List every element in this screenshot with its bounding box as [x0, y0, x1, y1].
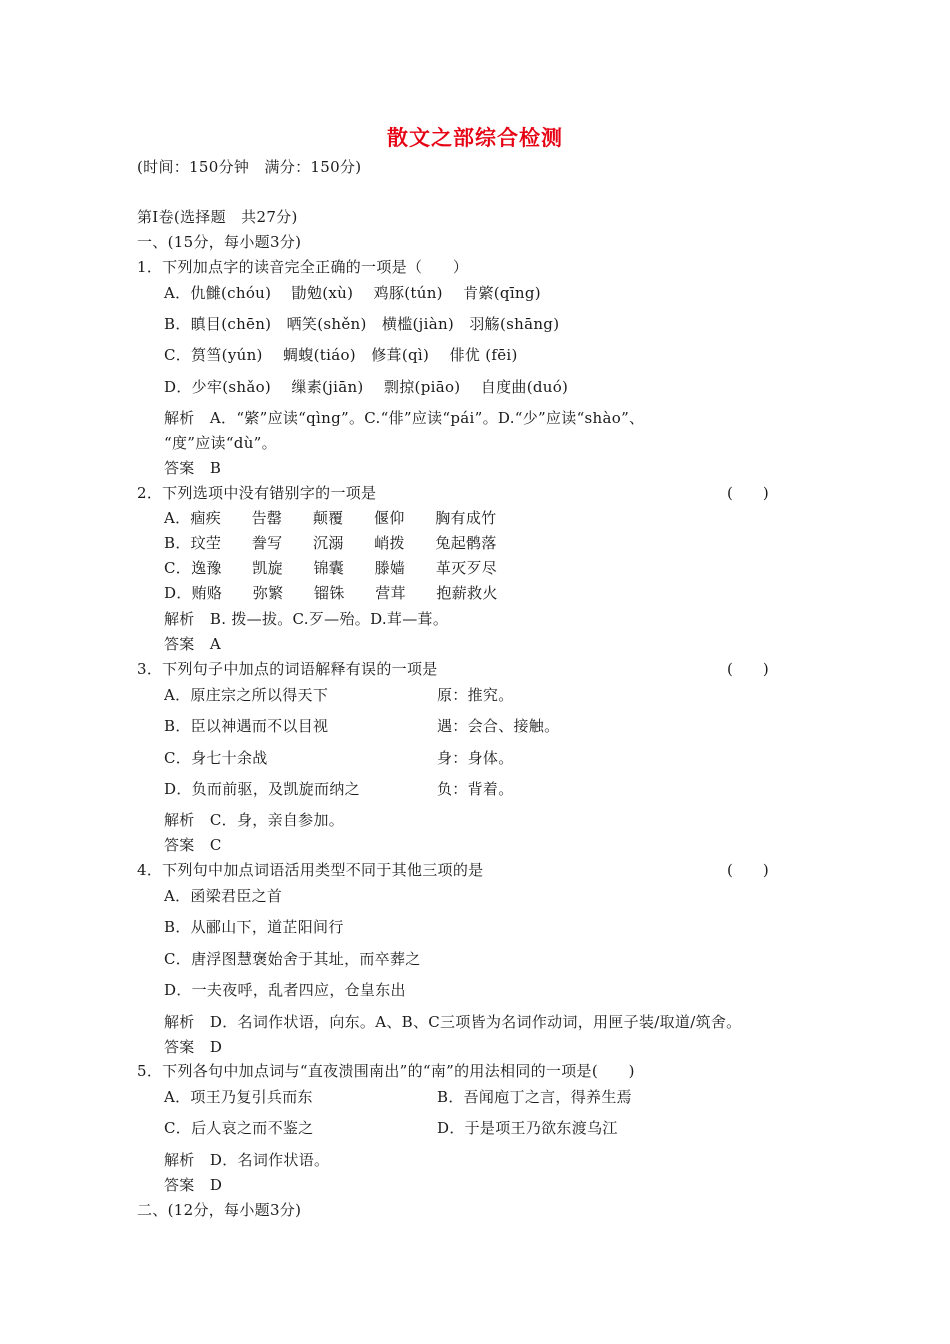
option-a: A．仇雠(chóu) 勖勉(xù) 鸡豚(tún) 肯綮(qīng): [164, 284, 541, 302]
answer: 答案 D: [164, 1176, 223, 1194]
option-a-definition: 原：推究。: [437, 686, 514, 704]
option-b: B．瞋目(chēn) 哂笑(shěn) 横槛(jiàn) 羽觞(shāng): [164, 315, 560, 333]
page-title: 散文之部综合检测: [387, 126, 563, 150]
option-c: C．筼筜(yún) 蜩蝮(tiáo) 修葺(qì) 俳优 (fēi): [164, 346, 518, 364]
part-heading: 第Ⅰ卷(选择题 共27分): [137, 208, 298, 226]
question-stem: 5．下列各句中加点词与“直夜溃围南出”的“南”的用法相同的一项是( ): [137, 1062, 635, 1080]
analysis: 解析 A．“綮”应读“qìng”。C.“俳”应读“pái”。D.“少”应读“shào”、: [164, 409, 645, 427]
option-b: B．臣以神遇而不以目视: [164, 717, 329, 735]
question-stem: 4．下列句中加点词语活用类型不同于其他三项的是: [137, 861, 484, 879]
option-b: B．从郦山下，道芷阳间行: [164, 918, 344, 936]
answer-blank: ( ): [727, 861, 769, 879]
analysis-continued: “度”应读“dù”。: [164, 434, 277, 452]
option-c: C．逸豫 凯旋 锦囊 滕嫱 革灭歹尽: [164, 559, 498, 577]
question-stem: 2．下列选项中没有错别字的一项是: [137, 484, 377, 502]
option-a: A．原庄宗之所以得天下: [164, 686, 329, 704]
analysis: 解析 D．名词作状语。: [164, 1151, 330, 1169]
answer-blank: ( ): [727, 660, 769, 678]
option-d: D．一夫夜呼，乱者四应，仓皇东出: [164, 981, 406, 999]
option-b: B．玟茔 誊写 沉溺 峭拨 兔起鹘落: [164, 534, 497, 552]
section-heading: 二、(12分，每小题3分): [137, 1201, 302, 1219]
question-stem: 1．下列加点字的读音完全正确的一项是（ ）: [137, 258, 469, 276]
analysis: 解析 D．名词作状语，向东。A、B、C三项皆为名词作动词，用匣子装/取道/筑舍。: [164, 1013, 742, 1031]
section-heading: 一、(15分，每小题3分): [137, 233, 302, 251]
option-c-definition: 身：身体。: [437, 749, 514, 767]
question-stem: 3．下列句子中加点的词语解释有误的一项是: [137, 660, 438, 678]
answer: 答案 C: [164, 836, 222, 854]
answer-blank: ( ): [727, 484, 769, 502]
exam-meta: (时间：150分钟 满分：150分): [137, 158, 362, 176]
answer: 答案 B: [164, 459, 222, 477]
option-a: A．痼疾 告罄 颠覆 偃仰 胸有成竹: [164, 509, 497, 527]
answer: 答案 A: [164, 635, 222, 653]
analysis: 解析 B. 拨—拔。C.歹—殆。D.茸—葺。: [164, 610, 449, 628]
analysis: 解析 C．身，亲自参加。: [164, 811, 345, 829]
answer: 答案 D: [164, 1038, 223, 1056]
option-b: B．吾闻庖丁之言，得养生焉: [437, 1088, 632, 1106]
option-c: C．唐浮图慧褒始舍于其址，而卒葬之: [164, 950, 421, 968]
option-c: C．后人哀之而不鉴之: [164, 1119, 314, 1137]
option-a: A．函梁君臣之首: [164, 887, 283, 905]
option-d-definition: 负：背着。: [437, 780, 514, 798]
option-d: D．贿赂 弥繁 镏铢 营茸 抱薪救火: [164, 584, 498, 602]
option-d: D．于是项王乃欲东渡乌江: [437, 1119, 618, 1137]
option-a: A．项王乃复引兵而东: [164, 1088, 313, 1106]
option-d: D．负而前驱，及凯旋而纳之: [164, 780, 360, 798]
option-b-definition: 遇：会合、接触。: [437, 717, 560, 735]
option-d: D．少牢(shǎo) 缫素(jiān) 剽掠(piāo) 自度曲(duó): [164, 378, 569, 396]
option-c: C．身七十余战: [164, 749, 268, 767]
